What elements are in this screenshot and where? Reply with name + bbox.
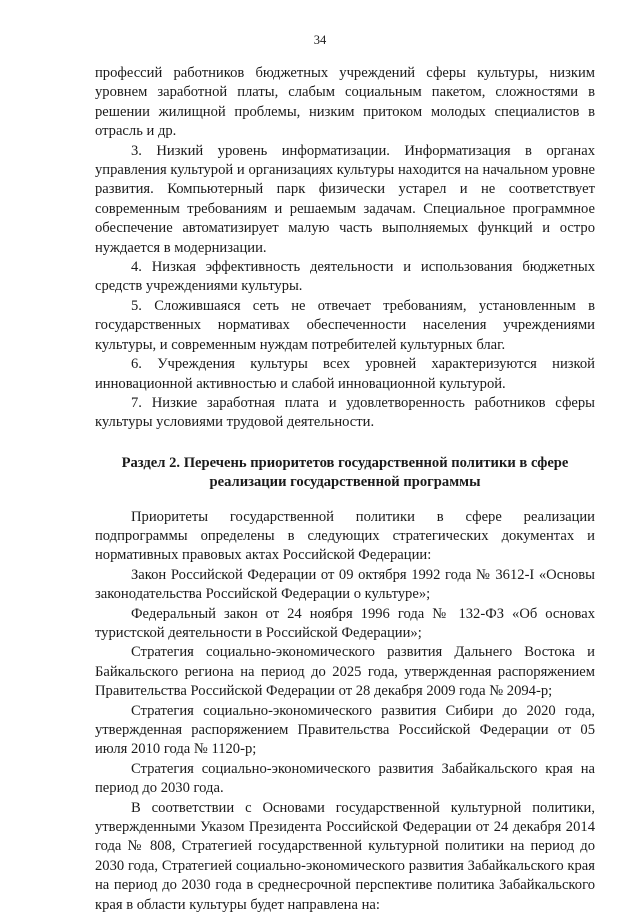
- section-title: Раздел 2. Перечень приоритетов государственной политики в сфере реализации государственной программы: [121, 454, 569, 491]
- paragraph: Федеральный закон от 24 ноября 1996 года № 132-ФЗ «Об основах туристской деятельности в Российской Федерации»;: [95, 605, 595, 641]
- paragraph: Стратегия социально-экономического развития Сибири до 2020 года, утвержденная распоряжением Правительства Российской Федерации от 05 июля 2010 года № 1120-р;: [95, 702, 595, 758]
- list-item: 5. Сложившаяся сеть не отвечает требованиям, установленным в государственных нормативах обеспеченности населения учреждениями культуры, и современным нуждам потребителей культурных благ.: [95, 297, 595, 353]
- page-number: 34: [313, 33, 327, 47]
- list-item: 6. Учреждения культуры всех уровней характеризуются низкой инновационной активностью и слабой инновационной культурой.: [95, 356, 595, 392]
- paragraph: Закон Российской Федерации от 09 октября 1992 года № 3612-I «Основы законодательства Российской Федерации о культуре»;: [95, 566, 595, 603]
- list-item: 3. Низкий уровень информатизации. Информатизация в органах управления культурой и организациях культуры находится на начальном уровне развития. Компьютерный парк физически устарел и не соответствует современным требованиям и решаемым задачам. Специальное программное обеспечение автоматизирует малую часть выполняемых функций и остро нуждается в модернизации.: [95, 142, 595, 256]
- paragraph: Стратегия социально-экономического развития Забайкальского края на период до 2030 года.: [95, 760, 595, 797]
- paragraph: Приоритеты государственной политики в сфере реализации подпрограммы определены в следующих стратегических документах и нормативных правовых актах Российской Федерации:: [95, 508, 595, 564]
- paragraph: профессий работников бюджетных учреждений сферы культуры, низким уровнем заработной платы, слабым социальным пакетом, сложностями в решении жилищной проблемы, низким притоком молодых специалистов в отрасль и др.: [95, 65, 595, 140]
- list-item: 4. Низкая эффективность деятельности и использования бюджетных средств учреждениями культуры.: [95, 259, 595, 295]
- paragraph: Стратегия социально-экономического развития Дальнего Востока и Байкальского региона на период до 2025 года, утвержденная распоряжением Правительства Российской Федерации от 28 декабря 2009 года № 2094-р;: [95, 644, 595, 700]
- document-body: [95, 64, 595, 915]
- paragraph: В соответствии с Основами государственной культурной политики, утвержденными Указом Президента Российской Федерации от 24 декабря 2014 года № 808, Стратегией государственной культурной политики на период до 2030 года, Стратегией социально-экономического развития Забайкальского края на период до 2030 года в среднесрочной перспективе политика Забайкальского края в области культуры будет направлена на:: [95, 799, 595, 913]
- list-item: 7. Низкие заработная плата и удовлетворенность работников сферы культуры условиями трудовой деятельности.: [95, 394, 595, 431]
